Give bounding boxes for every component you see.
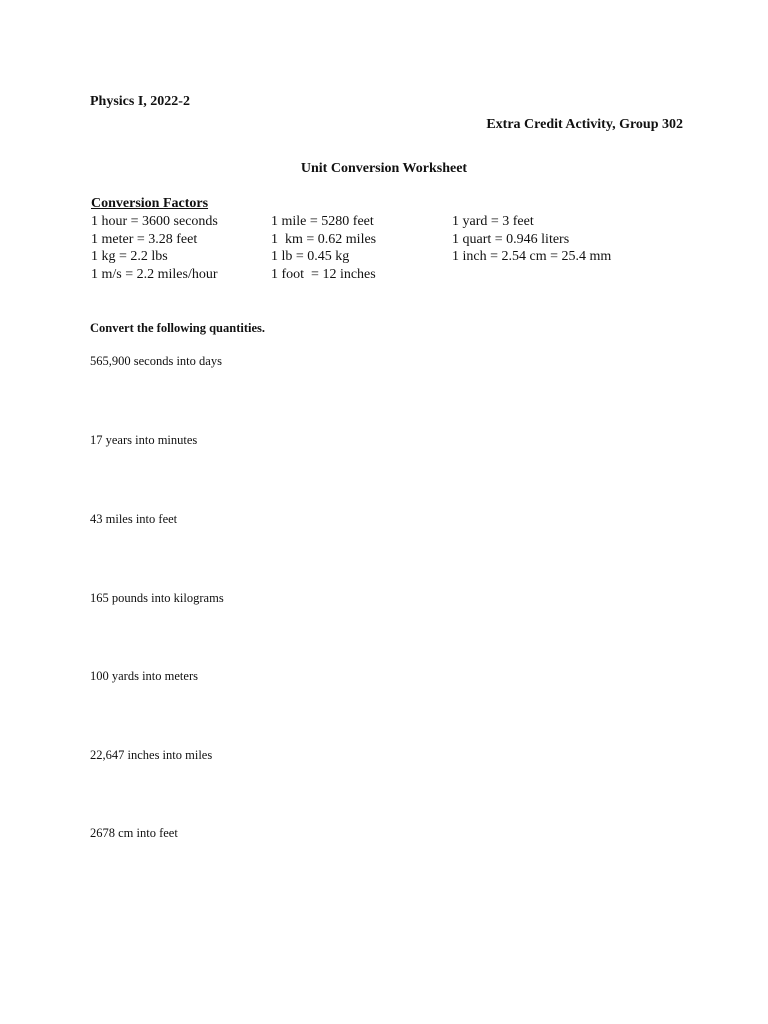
conversion-factor: 1 mile = 5280 feet — [271, 214, 374, 229]
problem-item: 22,647 inches into miles — [90, 748, 213, 762]
conversion-factor: 1 hour = 3600 seconds — [91, 214, 218, 229]
worksheet-title: Unit Conversion Worksheet — [300, 161, 468, 176]
factor-column — [452, 213, 611, 266]
conversion-factor: 1 quart = 0.946 liters — [452, 231, 570, 247]
conversion-factor: 1 meter = 3.28 feet — [91, 231, 198, 247]
conversion-factor: 1 kg = 2.2 lbs — [91, 249, 168, 265]
problem-item: 565,900 seconds into days — [90, 354, 222, 368]
conversion-factor: 1 inch = 2.54 cm = 25.4 mm — [452, 249, 612, 265]
instructions: Convert the following quantities. — [90, 321, 265, 335]
problem-item: 165 pounds into kilograms — [90, 591, 224, 605]
factor-column — [91, 213, 218, 284]
conversion-factor: 1 foot = 12 inches — [271, 267, 376, 283]
conversion-factor: 1 lb = 0.45 kg — [271, 249, 350, 265]
conversion-factor: 1 yard = 3 feet — [452, 214, 534, 229]
problem-item: 100 yards into meters — [90, 669, 198, 683]
activity-title: Extra Credit Activity, Group 302 — [486, 117, 683, 132]
factor-column — [271, 213, 376, 284]
conversion-factor: 1 m/s = 2.2 miles/hour — [91, 267, 218, 283]
conversion-factor: 1 km = 0.62 miles — [271, 231, 377, 247]
problem-item: 17 years into minutes — [90, 433, 198, 447]
conversion-factors-heading: Conversion Factors — [91, 196, 209, 211]
course-title: Physics I, 2022-2 — [90, 94, 190, 109]
problem-item: 43 miles into feet — [90, 512, 178, 526]
problem-item: 2678 cm into feet — [90, 826, 178, 840]
